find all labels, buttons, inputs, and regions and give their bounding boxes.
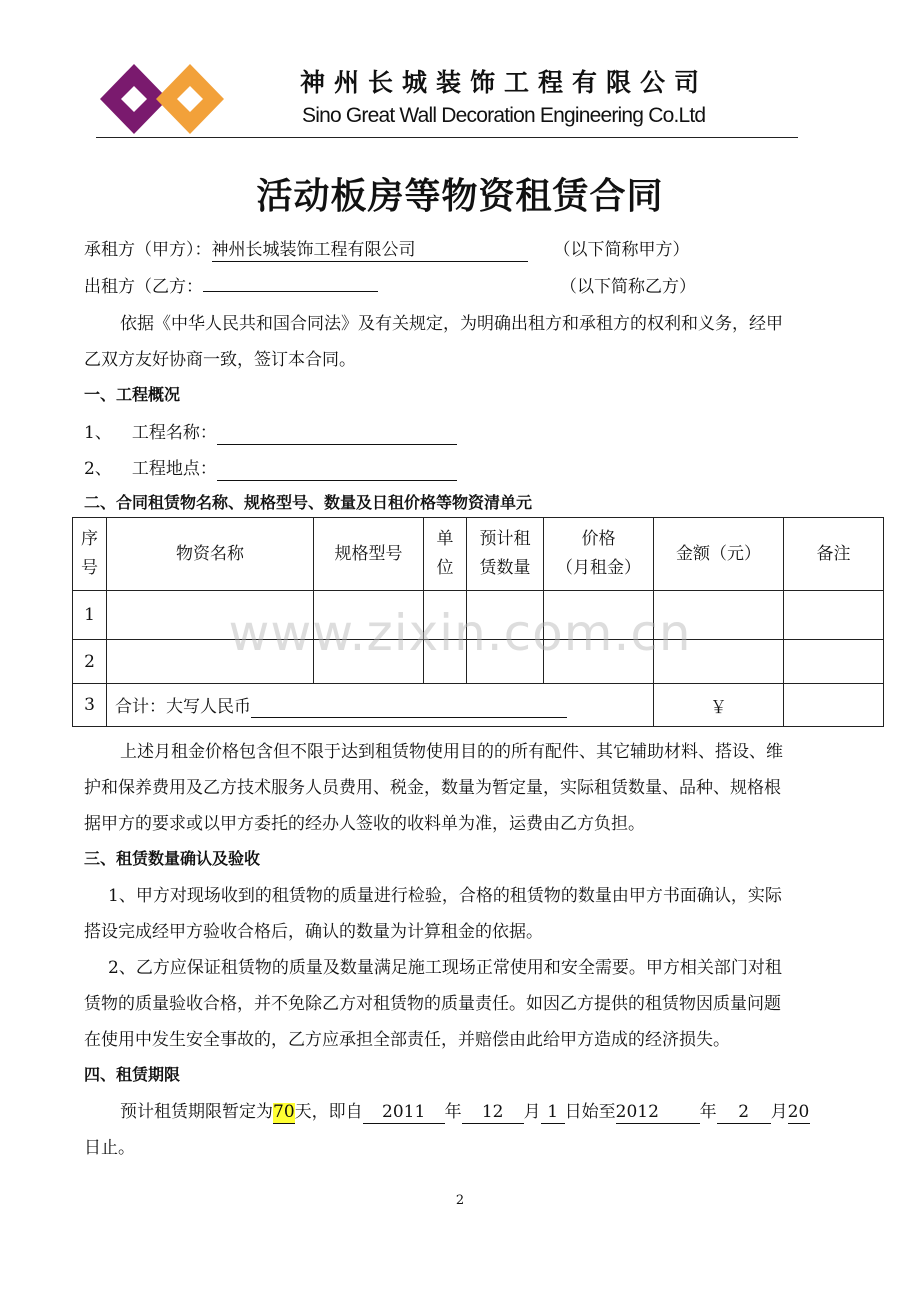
cell-amount[interactable] xyxy=(654,591,784,640)
cell-material-name[interactable] xyxy=(107,591,314,640)
total-amount-cell[interactable] xyxy=(654,684,784,727)
row-number: 2 xyxy=(73,640,107,684)
end-year-field[interactable]: 2012 xyxy=(616,1103,700,1124)
section-3-heading: 三、租赁数量确认及验收 xyxy=(84,849,261,868)
lease-days[interactable]: 70 xyxy=(273,1102,295,1122)
header-spec: 规格型号 xyxy=(314,518,424,591)
section-3-p1-line-1: 1、甲方对现场收到的租赁物的质量进行检验，合格的租赁物的数量由甲方书面确认，实际 xyxy=(108,886,782,906)
section-3-p2-line-3: 在使用中发生安全事故的，乙方应承担全部责任，并赔偿由此给甲方造成的经济损失。 xyxy=(84,1030,730,1050)
total-remark-cell[interactable] xyxy=(784,684,884,727)
cell-unit[interactable] xyxy=(424,591,467,640)
lessee-note: （以下简称甲方） xyxy=(553,240,690,260)
cell-spec[interactable] xyxy=(314,591,424,640)
watermark: www.zixin.com.cn xyxy=(228,604,692,662)
table-total-row xyxy=(73,684,884,727)
start-month-field[interactable]: 12 xyxy=(462,1103,524,1124)
lessor-label: 出租方（乙方： xyxy=(84,277,203,297)
table-row xyxy=(73,640,884,684)
pricing-note-line-2: 护和保养费用及乙方技术服务人员费用、税金，数量为暂定量，实际租赁数量、品种、规格根 xyxy=(84,778,781,798)
pricing-note-line-1: 上述月租金价格包含但不限于达到租赁物使用目的的所有配件、其它辅助材料、搭设、维 xyxy=(120,742,783,762)
cell-unit[interactable] xyxy=(424,640,467,684)
section-1-heading: 一、工程概况 xyxy=(84,385,181,404)
section-2-heading: 二、合同租赁物名称、规格型号、数量及日租价格等物资清单元 xyxy=(84,493,533,512)
project-site-field[interactable] xyxy=(217,460,457,481)
header-price: 价格 （月租金） xyxy=(544,518,654,591)
project-name-num: 1、 xyxy=(84,423,112,443)
header-remark: 备注 xyxy=(784,518,884,591)
section-3-p2-line-1: 2、乙方应保证租赁物的质量及数量满足施工现场正常使用和安全需要。甲方相关部门对租 xyxy=(108,958,782,978)
total-in-words-field[interactable] xyxy=(251,698,567,719)
cell-price[interactable] xyxy=(544,640,654,684)
intro-line-1: 依据《中华人民共和国合同法》及有关规定，为明确出租方和承租方的权利和义务，经甲 xyxy=(120,314,783,334)
header-seq: 序 号 xyxy=(73,518,107,591)
lessee-field[interactable]: 神州长城装饰工程有限公司 xyxy=(212,241,528,262)
currency-symbol: ￥ xyxy=(710,697,727,718)
header-material-name: 物资名称 xyxy=(107,518,314,591)
cell-amount[interactable] xyxy=(654,640,784,684)
table-row xyxy=(73,591,884,640)
project-site-num: 2、 xyxy=(84,459,112,479)
lessee-label: 承租方（甲方）： xyxy=(84,240,212,260)
project-name-line xyxy=(84,418,457,445)
header-quantity: 预计租 赁数量 xyxy=(467,518,544,591)
header-divider xyxy=(96,137,798,138)
section-4-heading: 四、租赁期限 xyxy=(84,1065,181,1084)
page-number: 2 xyxy=(455,1193,465,1208)
cell-remark[interactable] xyxy=(784,591,884,640)
cell-quantity[interactable] xyxy=(467,640,544,684)
cell-price[interactable] xyxy=(544,591,654,640)
lessor-field[interactable] xyxy=(203,291,378,292)
header-amount: 金额（元） xyxy=(654,518,784,591)
lessee-line xyxy=(84,235,690,262)
company-name-en: Sino Great Wall Decoration Engineering Co.Ltd xyxy=(302,104,706,127)
cell-quantity[interactable] xyxy=(467,591,544,640)
total-in-words-cell xyxy=(107,684,654,727)
lessor-note: （以下简称乙方） xyxy=(560,277,696,297)
section-3-p1-line-2: 搭设完成经甲方验收合格后，确认的数量为计算租金的依据。 xyxy=(84,922,543,942)
cell-spec[interactable] xyxy=(314,640,424,684)
document-title: 活动板房等物资租赁合同 xyxy=(256,175,664,217)
row-number: 3 xyxy=(73,684,107,727)
project-name-label: 工程名称： xyxy=(131,423,217,443)
lease-period-line-2: 日止。 xyxy=(84,1138,135,1158)
company-logo xyxy=(100,62,224,136)
cell-remark[interactable] xyxy=(784,640,884,684)
intro-line-2: 乙双方友好协商一致，签订本合同。 xyxy=(84,350,356,370)
materials-table xyxy=(72,517,884,727)
pricing-note-line-3: 据甲方的要求或以甲方委托的经办人签收的收料单为准，运费由乙方负担。 xyxy=(84,814,645,834)
project-site-line xyxy=(84,454,457,481)
end-day-field[interactable]: 20 xyxy=(787,1102,810,1122)
section-3-p2-line-2: 赁物的质量验收合格，并不免除乙方对租赁物的质量责任。如因乙方提供的租赁物因质量问题 xyxy=(84,994,781,1014)
row-number: 1 xyxy=(73,591,107,640)
start-year-field[interactable]: 2011 xyxy=(363,1103,445,1124)
total-label: 合计：大写人民币 xyxy=(115,696,251,717)
lease-period-line: 预计租赁期限暂定为70天，即自 2011 年 12 月 1 日始至2012 年 2 月20 xyxy=(120,1102,810,1122)
end-month-field[interactable]: 2 xyxy=(717,1103,771,1124)
project-name-field[interactable] xyxy=(217,424,457,445)
cell-material-name[interactable] xyxy=(107,640,314,684)
project-site-label: 工程地点： xyxy=(131,459,217,479)
start-day-field[interactable]: 1 xyxy=(541,1103,565,1124)
lessor-line xyxy=(84,272,696,297)
company-name-cn: 神州长城装饰工程有限公司 xyxy=(300,68,709,97)
table-header-row xyxy=(73,518,884,591)
header-unit: 单 位 xyxy=(424,518,467,591)
